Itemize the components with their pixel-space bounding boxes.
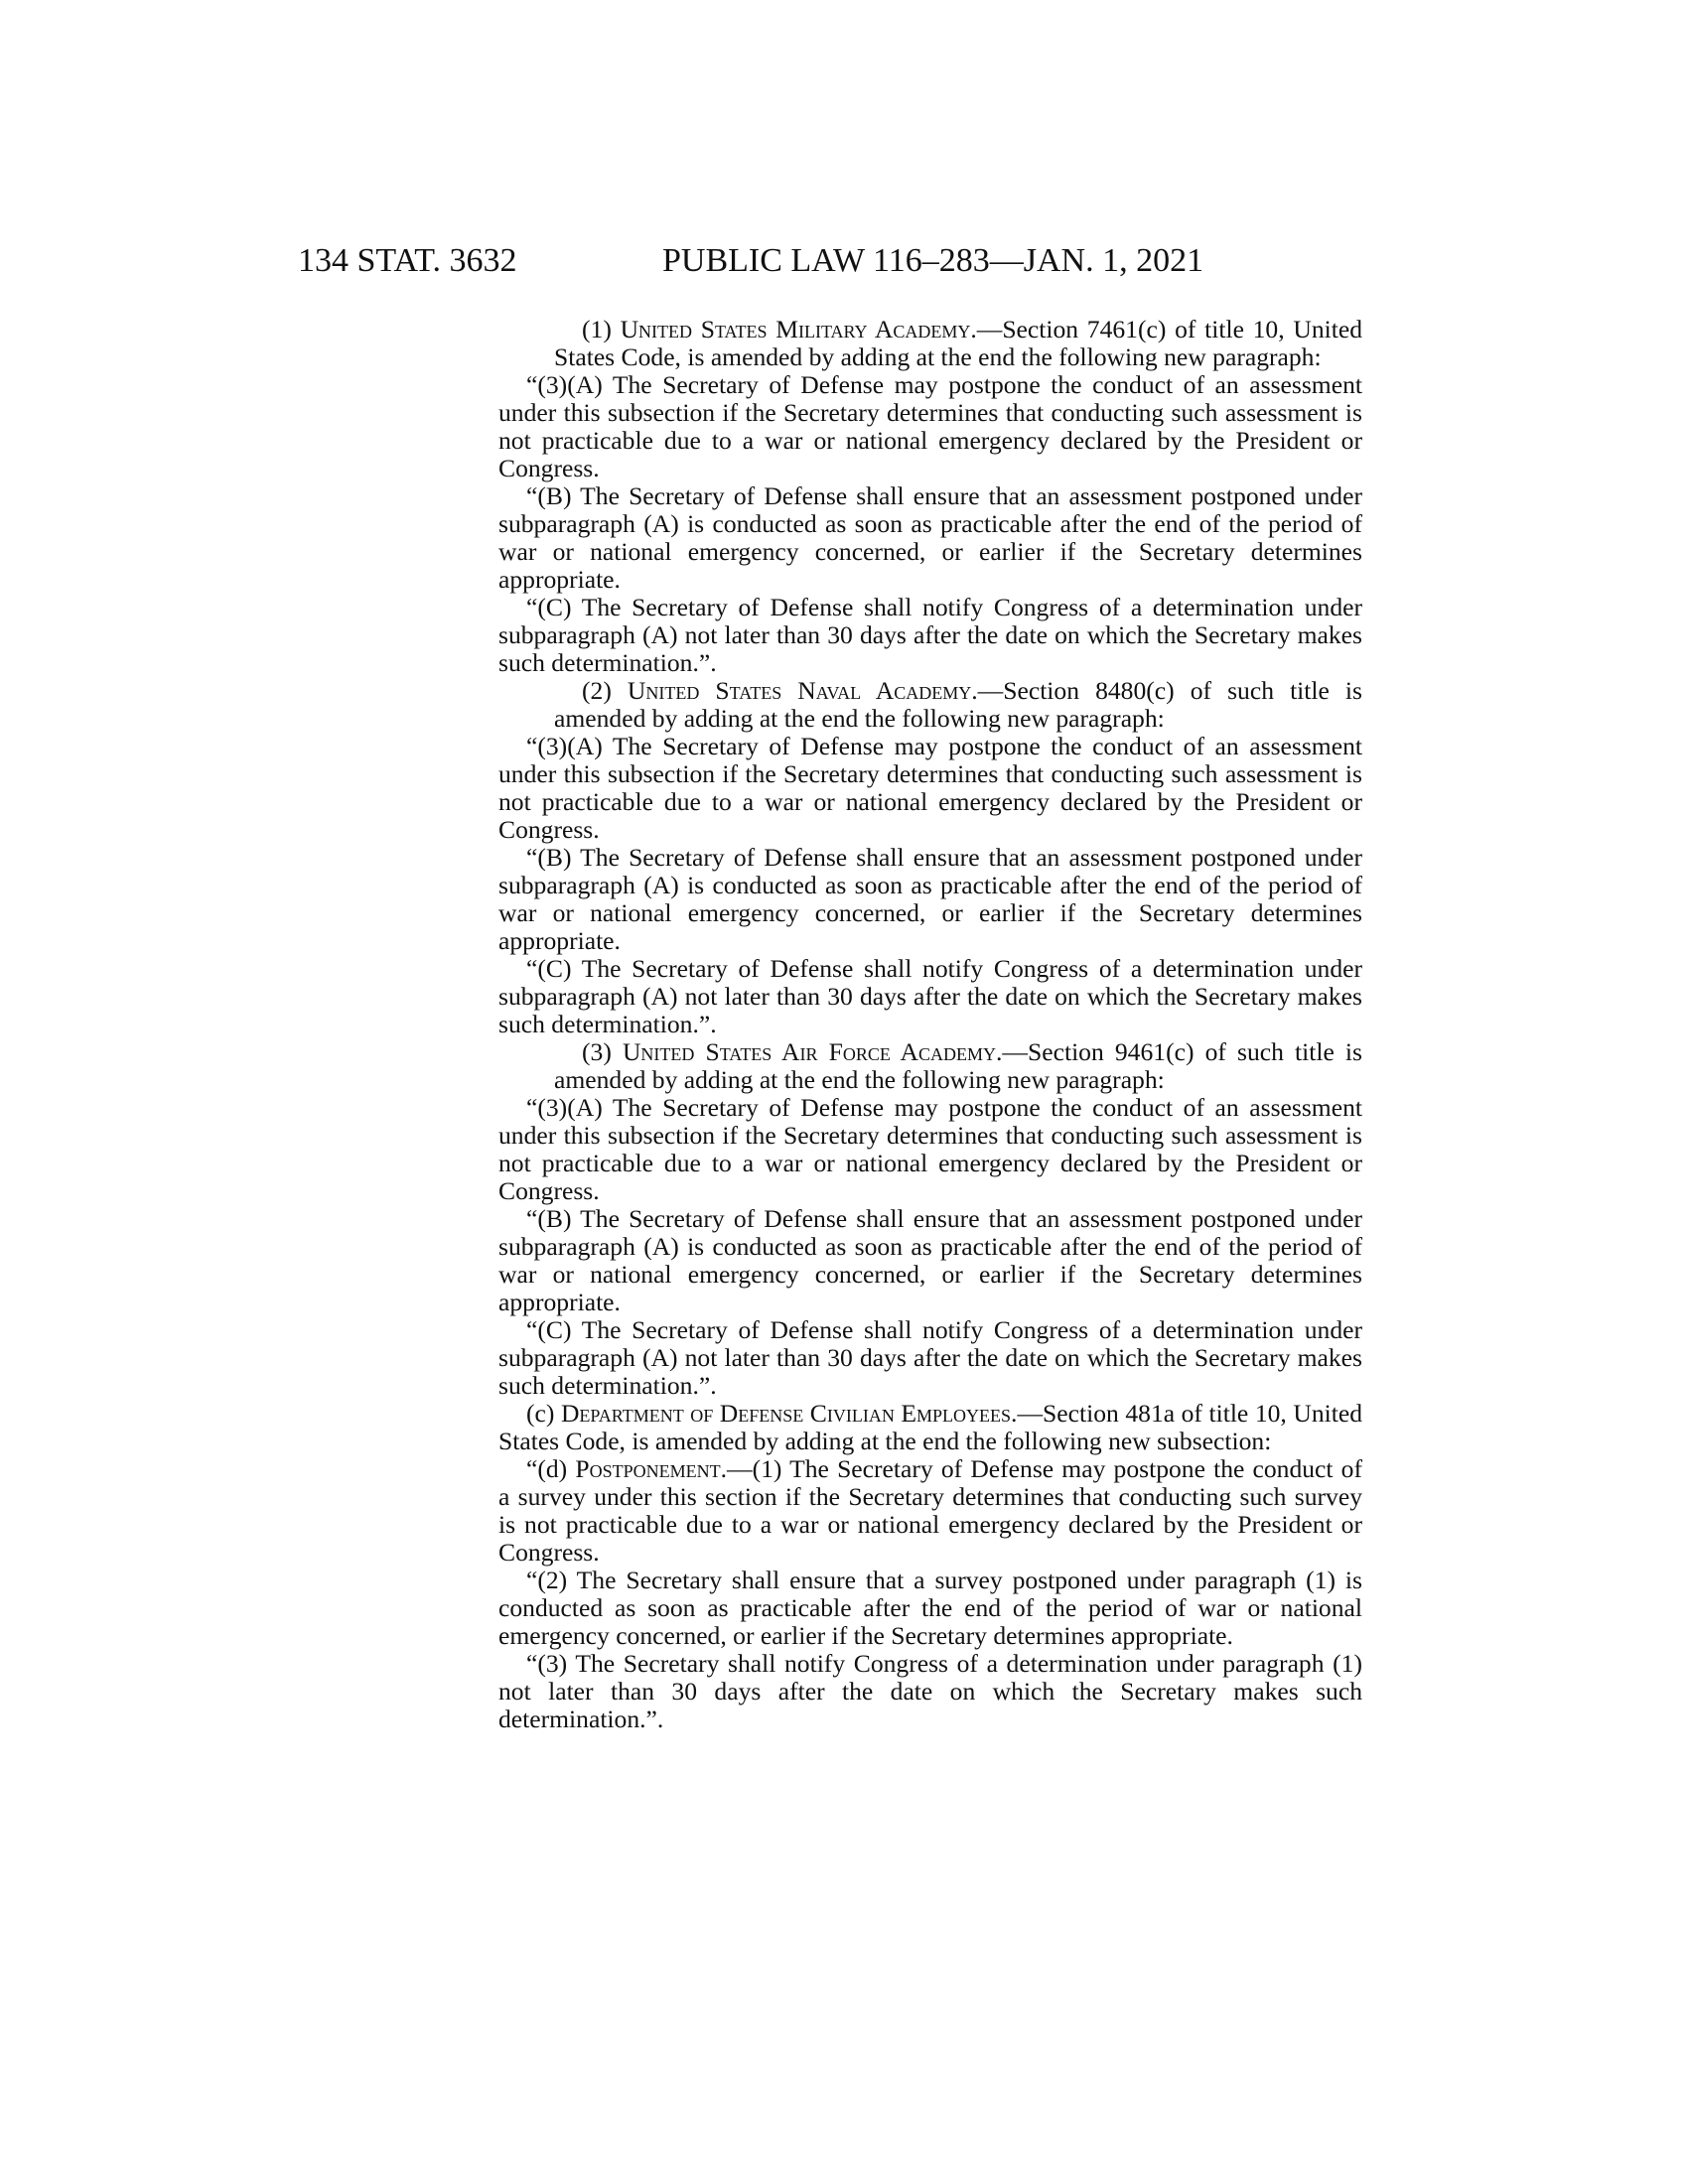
paragraph-heading: United States Air Force Academy xyxy=(622,1037,997,1066)
paragraph-text: .—Section 9461(c) of such title is amended by adding at the end the following new paragraph: xyxy=(554,1037,1362,1094)
quoted-subparagraph-b: “(B) The Secretary of Defense shall ensure that an assessment postponed under subparagraph (A) is conducted as soon as practicable after the end of the period of war or national emergency concerned, or earlier if the Secretary determines appropriate. xyxy=(498,481,1362,594)
subsection-heading: Department of Defense Civilian Employees xyxy=(560,1399,1012,1428)
page-header xyxy=(298,236,1390,286)
quoted-subparagraph-c: “(C) The Secretary of Defense shall notify Congress of a determination under subparagraph (A) not later than 30 days after the date on which the Secretary makes such determination.”. xyxy=(498,593,1362,677)
paragraph-3-air-force-academy xyxy=(498,1038,1362,1094)
paragraph-heading: United States Military Academy xyxy=(620,315,971,343)
public-law-heading: PUBLIC LAW 116–283—JAN. 1, 2021 xyxy=(662,242,1204,279)
quoted-subparagraph-a: “(3)(A) The Secretary of Defense may postpone the conduct of an assessment under this subsection if the Secretary determines that conducting such assessment is not practicable due to a war or national emergency declared by the President or Congress. xyxy=(498,1093,1362,1205)
quoted-paragraph-2: “(2) The Secretary shall ensure that a survey postponed under paragraph (1) is conducted as soon as practicable after the end of the period of war or national emergency concerned, or earlier if the Secretary determines appropriate. xyxy=(498,1566,1362,1650)
quoted-subparagraph-b: “(B) The Secretary of Defense shall ensure that an assessment postponed under subparagraph (A) is conducted as soon as practicable after the end of the period of war or national emergency concerned, or earlier if the Secretary determines appropriate. xyxy=(498,843,1362,955)
subsection-number: (c) xyxy=(526,1399,561,1428)
quoted-subparagraph-a: “(3)(A) The Secretary of Defense may postpone the conduct of an assessment under this subsection if the Secretary determines that conducting such assessment is not practicable due to a war or national emergency declared by the President or Congress. xyxy=(498,370,1362,482)
paragraph-number: (3) xyxy=(582,1037,623,1066)
subsection-number: “(d) xyxy=(526,1454,576,1483)
stat-page-reference: 134 STAT. 3632 xyxy=(298,242,517,279)
paragraph-number: (2) xyxy=(582,676,628,705)
quoted-subparagraph-b: “(B) The Secretary of Defense shall ensure that an assessment postponed under subparagraph (A) is conducted as soon as practicable after the end of the period of war or national emergency concerned, or earlier if the Secretary determines appropriate. xyxy=(498,1204,1362,1316)
quoted-paragraph-3: “(3) The Secretary shall notify Congress of a determination under paragraph (1) not later than 30 days after the date on which the Secretary makes such determination.”. xyxy=(498,1649,1362,1733)
subsection-heading: Postponement xyxy=(575,1454,721,1483)
subsection-text: .—(1) The Secretary of Defense may postpone the conduct of a survey under this section if the Secretary determines that conducting such survey is not practicable due to a war or national emergency declared by the President or Congress. xyxy=(498,1454,1362,1567)
paragraph-2-naval-academy xyxy=(498,677,1362,733)
subsection-text: .—Section 481a of title 10, United States Code, is amended by adding at the end the following new subsection: xyxy=(498,1399,1363,1455)
quoted-subparagraph-a: “(3)(A) The Secretary of Defense may postpone the conduct of an assessment under this subsection if the Secretary determines that conducting such assessment is not practicable due to a war or national emergency declared by the President or Congress. xyxy=(498,732,1362,844)
paragraph-text: .—Section 7461(c) of title 10, United States Code, is amended by adding at the end the following new paragraph: xyxy=(554,315,1362,371)
paragraph-heading: United States Naval Academy xyxy=(627,676,972,705)
paragraph-text: .—Section 8480(c) of such title is amended by adding at the end the following new paragraph: xyxy=(554,676,1362,733)
quoted-subparagraph-c: “(C) The Secretary of Defense shall notify Congress of a determination under subparagraph (A) not later than 30 days after the date on which the Secretary makes such determination.”. xyxy=(498,954,1362,1038)
paragraph-number: (1) xyxy=(582,315,621,343)
document-body xyxy=(498,316,1362,1733)
paragraph-1-military-academy xyxy=(498,316,1362,371)
quoted-subparagraph-c: “(C) The Secretary of Defense shall notify Congress of a determination under subparagraph (A) not later than 30 days after the date on which the Secretary makes such determination.”. xyxy=(498,1315,1362,1400)
subsection-c-civilian-employees xyxy=(498,1400,1362,1455)
quoted-subsection-d-postponement xyxy=(498,1455,1362,1567)
